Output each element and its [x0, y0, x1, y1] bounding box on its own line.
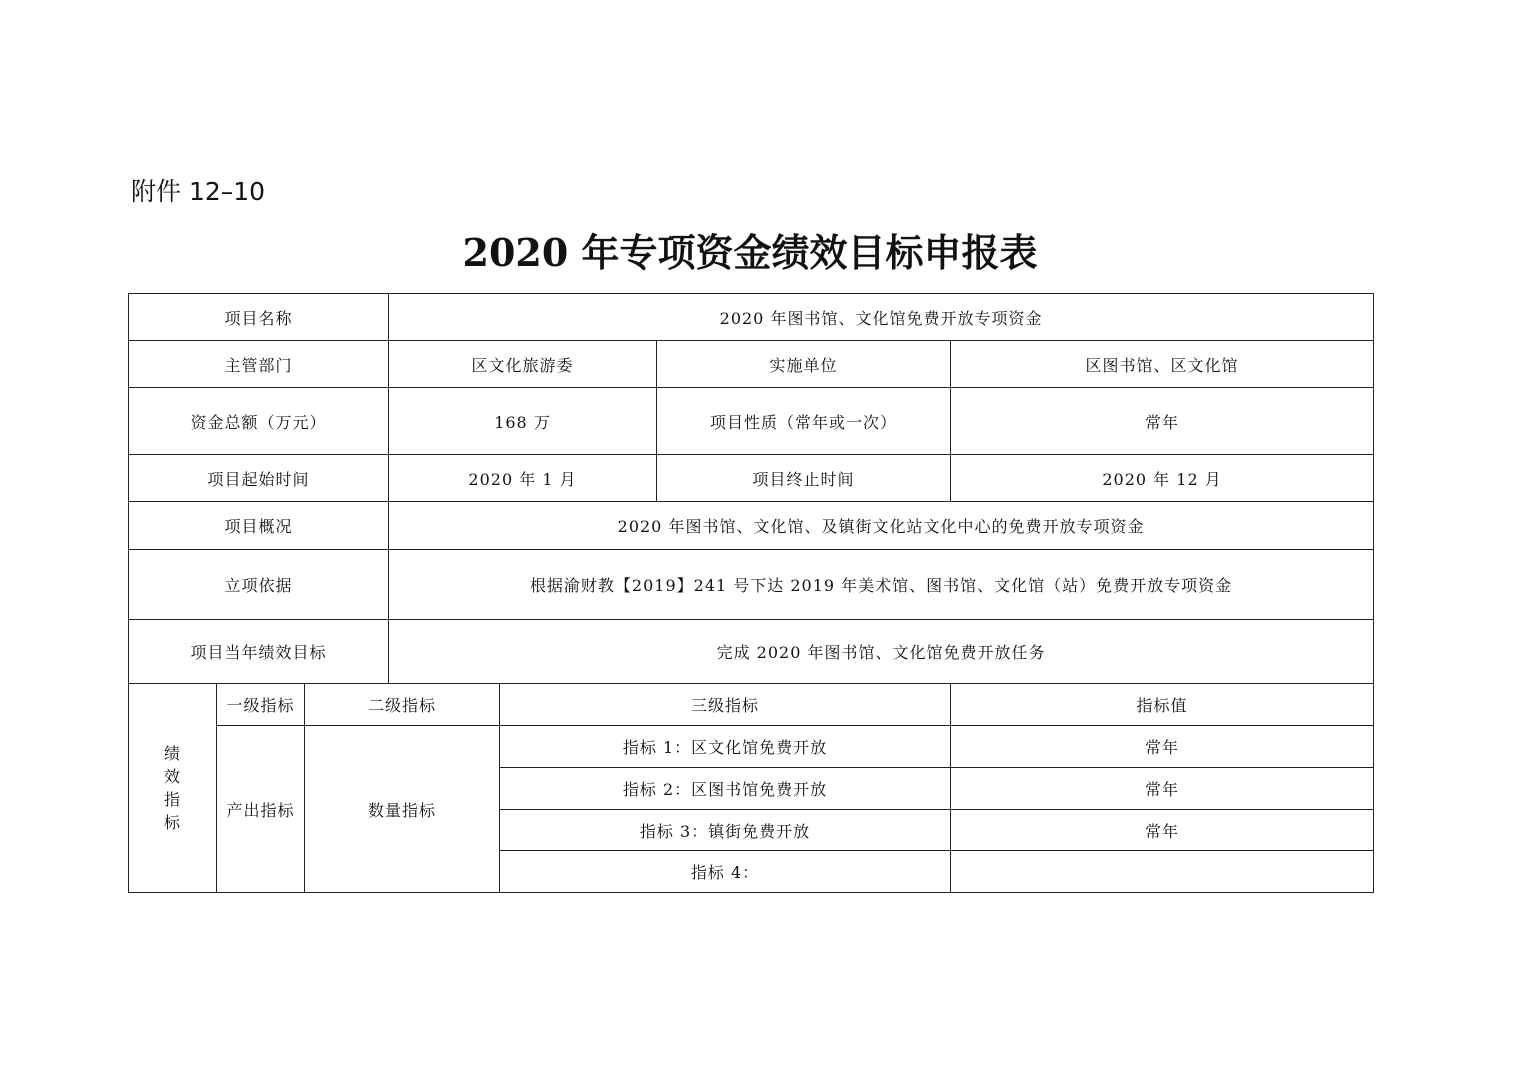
row-indicator-headers [129, 684, 1374, 726]
overview-value: 2020 年图书馆、文化馆、及镇街文化站文化中心的免费开放专项资金 [389, 502, 1374, 550]
row-overview [129, 502, 1374, 550]
row-goal [129, 620, 1374, 684]
project-nature-label: 项目性质（常年或一次） [657, 388, 951, 455]
project-nature-value: 常年 [951, 388, 1374, 455]
goal-value: 完成 2020 年图书馆、文化馆免费开放任务 [389, 620, 1374, 684]
indicator-value: 常年 [951, 768, 1374, 810]
total-funds-value: 168 万 [389, 388, 657, 455]
end-time-label: 项目终止时间 [657, 455, 951, 502]
indicator-value: 常年 [951, 726, 1374, 768]
goal-label: 项目当年绩效目标 [129, 620, 389, 684]
document-title: 2020 年专项资金绩效目标申报表 [462, 230, 1038, 275]
level2-indicator: 数量指标 [305, 726, 500, 893]
project-name-label: 项目名称 [129, 294, 389, 341]
total-funds-label: 资金总额（万元） [129, 388, 389, 455]
attachment-label: 附件 12–10 [131, 177, 266, 206]
project-name-value: 2020 年图书馆、文化馆免费开放专项资金 [389, 294, 1374, 341]
row-project-name [129, 294, 1374, 341]
indicator-name: 指标 2：区图书馆免费开放 [500, 768, 951, 810]
indicator-name: 指标 3：镇街免费开放 [500, 810, 951, 851]
header-level2: 二级指标 [305, 684, 500, 726]
row-total-funds [129, 388, 1374, 455]
department-value: 区文化旅游委 [389, 341, 657, 388]
basis-value: 根据渝财教【2019】241 号下达 2019 年美术馆、图书馆、文化馆（站）免费开放专项资金 [389, 550, 1374, 620]
row-basis [129, 550, 1374, 620]
performance-section-char: 绩 [163, 744, 181, 763]
indicator-name: 指标 1：区文化馆免费开放 [500, 726, 951, 768]
header-value: 指标值 [951, 684, 1374, 726]
overview-label: 项目概况 [129, 502, 389, 550]
performance-target-table [128, 293, 1374, 893]
indicator-value: 常年 [951, 810, 1374, 851]
implementing-unit-label: 实施单位 [657, 341, 951, 388]
level1-indicator: 产出指标 [217, 726, 305, 893]
performance-section-char: 标 [163, 813, 181, 832]
start-time-label: 项目起始时间 [129, 455, 389, 502]
indicator-name: 指标 4： [500, 851, 951, 893]
performance-section-char: 指 [163, 790, 181, 809]
performance-section-label [129, 684, 217, 893]
indicator-value [951, 851, 1374, 893]
table-row [129, 726, 1374, 768]
header-level1: 一级指标 [217, 684, 305, 726]
start-time-value: 2020 年 1 月 [389, 455, 657, 502]
performance-section-char: 效 [163, 767, 181, 786]
implementing-unit-value: 区图书馆、区文化馆 [951, 341, 1374, 388]
end-time-value: 2020 年 12 月 [951, 455, 1374, 502]
department-label: 主管部门 [129, 341, 389, 388]
row-time [129, 455, 1374, 502]
basis-label: 立项依据 [129, 550, 389, 620]
row-department [129, 341, 1374, 388]
header-level3: 三级指标 [500, 684, 951, 726]
